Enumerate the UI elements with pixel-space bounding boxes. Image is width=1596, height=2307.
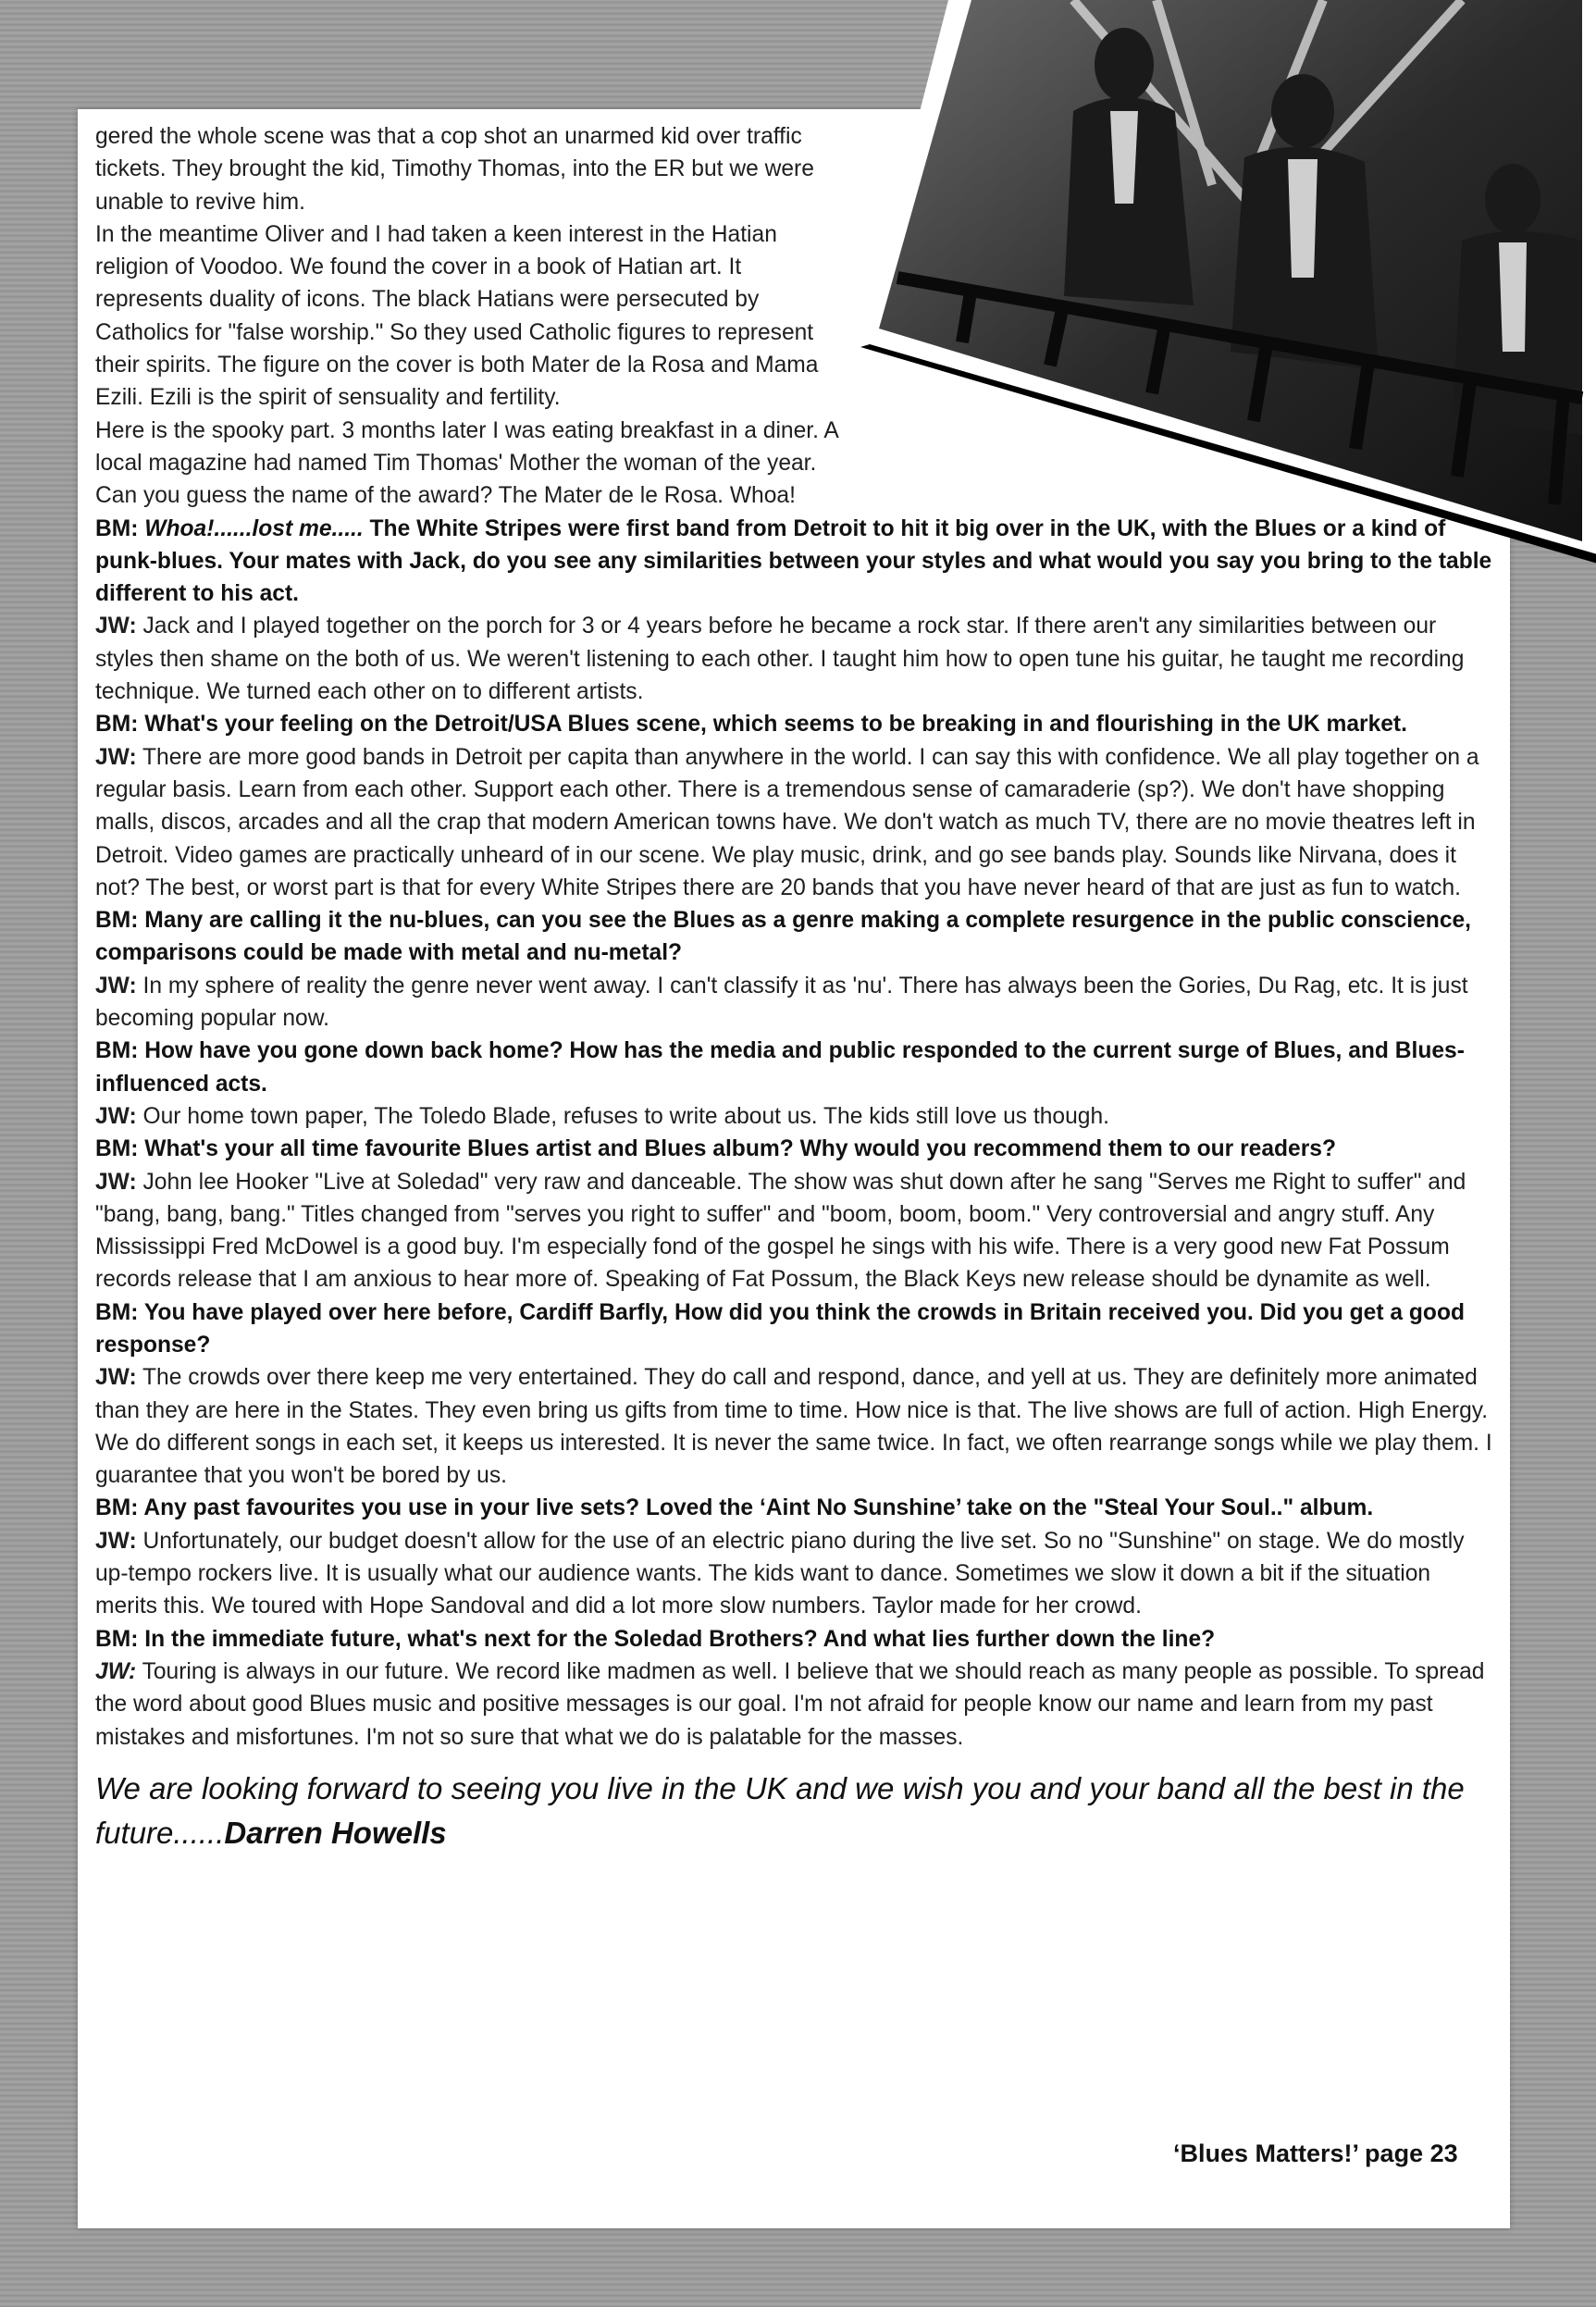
speaker-label: BM: — [95, 1626, 139, 1652]
interview-answer — [95, 1166, 1492, 1296]
answer-text: Unfortunately, our budget doesn't allow for the use of an electric piano during the live set. So no "Sunshine" on stage. We do mostly up-tempo rockers live. It is usually what our audience wants. The kids want to dance. Sometimes we slow it down a bit if the situation merits this. We toured with Hope Sandoval and did a lot more slow numbers. Taylor made for her crowd. — [95, 1528, 1465, 1619]
answer-text: The crowds over there keep me very entertained. They do call and respond, dance, and yell at us. They are definitely more animated than they are here in the States. They even bring us gifts from time to time. How nice is that. The live shows are full of action. High Energy. We do different songs in each set, it keeps us interested. It is never the same twice. In fact, we often rearrange songs while we play them. I guarantee that you won't be bored by us. — [95, 1365, 1492, 1489]
answer-text: Jack and I played together on the porch for 3 or 4 years before he became a rock star. If there aren't any similarities between our styles then shame on the both of us. We weren't listening to each other. I taught him how to open tune his guitar, he taught me recording technique. We turned each other on to different artists. — [95, 614, 1465, 705]
intro-paragraph: In the meantime Oliver and I had taken a keen interest in the Hatian religion of Voodoo. We found the cover in a book of Hatian art. It represents duality of icons. The black Hatians were persecuted by Catholics for "false worship." So they used Catholic figures to represent their spirits. The figure on the cover is both Mater de la Rosa and Mama Ezili. Ezili is the spirit of sensuality and fertility. — [95, 221, 819, 411]
question-text: In the immediate future, what's next for the Soledad Brothers? And what lies further down the line? — [144, 1626, 1216, 1652]
closing-text: We are looking forward to seeing you live in the UK and we wish you and your band all the best in the future...... — [95, 1770, 1465, 1850]
answer-text: Touring is always in our future. We record like madmen as well. I believe that we should reach as many people as possible. To spread the word about good Blues music and positive messages is our goal. I'm not afraid for people know our name and learn from my past mistakes and misfortunes. I'm not so sure that what we do is palatable for the masses. — [95, 1658, 1485, 1750]
interview-answer — [95, 970, 1492, 1036]
question-text: Many are calling it the nu-blues, can you see the Blues as a genre making a complete resurgence in the public conscience, comparisons could be made with metal and nu-metal? — [95, 908, 1472, 966]
intro-paragraph: gered the whole scene was that a cop shot an unarmed kid over traffic tickets. They brought the kid, Timothy Thomas, into the ER but we were unable to revive him. — [95, 124, 814, 215]
speaker-label: JW: — [95, 1528, 137, 1554]
intro-paragraph: Here is the spooky part. 3 months later I was eating breakfast in a diner. A local magazine had named Tim Thomas' Mother the woman of the year. Can you guess the name of the award? The Mater de le Rosa. Whoa! — [95, 417, 838, 509]
interview-answer — [95, 1361, 1492, 1492]
speaker-label: BM: — [95, 712, 139, 738]
answer-text: There are more good bands in Detroit per capita than anywhere in the world. I can say this with confidence. We all play together on a regular basis. Learn from each other. Support each other. There is a tremendous sense of camaraderie (sp?). We don't have shopping malls, discos, arcades and all the crap that modern American towns have. We don't watch as much TV, there are no movie theatres left in Detroit. Video games are practically unheard of in our scene. We play music, drink, and go see bands play. Sounds like Nirvana, does it not? The best, or worst part is that for every White Stripes there are 20 bands that you have never heard of that are just as fun to watch. — [95, 744, 1479, 900]
speaker-label: BM: — [95, 908, 139, 934]
interview-answer — [95, 610, 1492, 708]
interview-question — [95, 904, 1492, 970]
question-text: You have played over here before, Cardiff Barfly, How did you think the crowds in Britain received you. Did you get a good response? — [95, 1299, 1465, 1358]
closing-remark — [95, 1767, 1492, 1855]
answer-text: In my sphere of reality the genre never went away. I can't classify it as 'nu'. There has always been the Gories, Du Rag, etc. It is just becoming popular now. — [95, 973, 1468, 1032]
speaker-label: JW: — [95, 1658, 137, 1684]
article-body — [95, 120, 1492, 1855]
question-text: How have you gone down back home? How has the media and public responded to the current surge of Blues, and Blues-influenced acts. — [95, 1038, 1465, 1097]
speaker-label: BM: — [95, 1495, 139, 1521]
interview-answer — [95, 741, 1492, 904]
speaker-label: JW: — [95, 1103, 137, 1129]
interview-question — [95, 708, 1492, 740]
author-signature: Darren Howells — [224, 1815, 447, 1850]
question-text: What's your feeling on the Detroit/USA Blues scene, which seems to be breaking in and flourishing in the UK market. — [144, 712, 1407, 738]
speaker-label: BM: — [95, 1299, 139, 1325]
speaker-label: JW: — [95, 1365, 137, 1391]
question-text: What's your all time favourite Blues artist and Blues album? Why would you recommend them to our readers? — [144, 1136, 1336, 1162]
question-text: Any past favourites you use in your live sets? Loved the ‘Aint No Sunshine’ take on the "Steal Your Soul.." album. — [143, 1495, 1374, 1521]
speaker-label: JW: — [95, 1169, 137, 1195]
question-text: The White Stripes were first band from Detroit to hit it big over in the UK, with the Blues or a kind of punk-blues. Your mates with Jack, do you see any similarities between your styles and what would you say you bring to the table different to his act. — [95, 515, 1492, 607]
interview-answer — [95, 1525, 1492, 1623]
interview-question — [95, 513, 1492, 611]
speaker-label: BM: — [95, 515, 139, 541]
question-lead: Whoa!......lost me..... — [144, 515, 364, 541]
speaker-label: JW: — [95, 744, 137, 770]
interview-question — [95, 1035, 1492, 1100]
answer-text: John lee Hooker "Live at Soledad" very raw and danceable. The show was shut down after he sang "Serves me Right to suffer" and "bang, bang, bang." Titles changed from "serves you right to suffer" and "boom, boom, boom." Very controversial and angry stuff. Any Mississippi Fred McDowel is a good buy. I'm especially fond of the gospel he sings with his wife. There is a very good new Fat Possum records release that I am anxious to hear more of. Speaking of Fat Possum, the Black Keys new release should be dynamite as well. — [95, 1169, 1466, 1293]
interview-answer — [95, 1656, 1492, 1754]
intro-block — [95, 120, 854, 513]
speaker-label: JW: — [95, 973, 137, 998]
interview-question — [95, 1133, 1492, 1165]
interview-question — [95, 1296, 1492, 1362]
speaker-label: BM: — [95, 1038, 139, 1064]
interview-question — [95, 1623, 1492, 1656]
page-footer: ‘Blues Matters!’ page 23 — [1173, 2140, 1458, 2167]
speaker-label: BM: — [95, 1136, 139, 1162]
answer-text: Our home town paper, The Toledo Blade, refuses to write about us. The kids still love us though. — [142, 1103, 1109, 1129]
interview-question — [95, 1492, 1492, 1524]
interview-answer — [95, 1100, 1492, 1133]
speaker-label: JW: — [95, 614, 137, 639]
